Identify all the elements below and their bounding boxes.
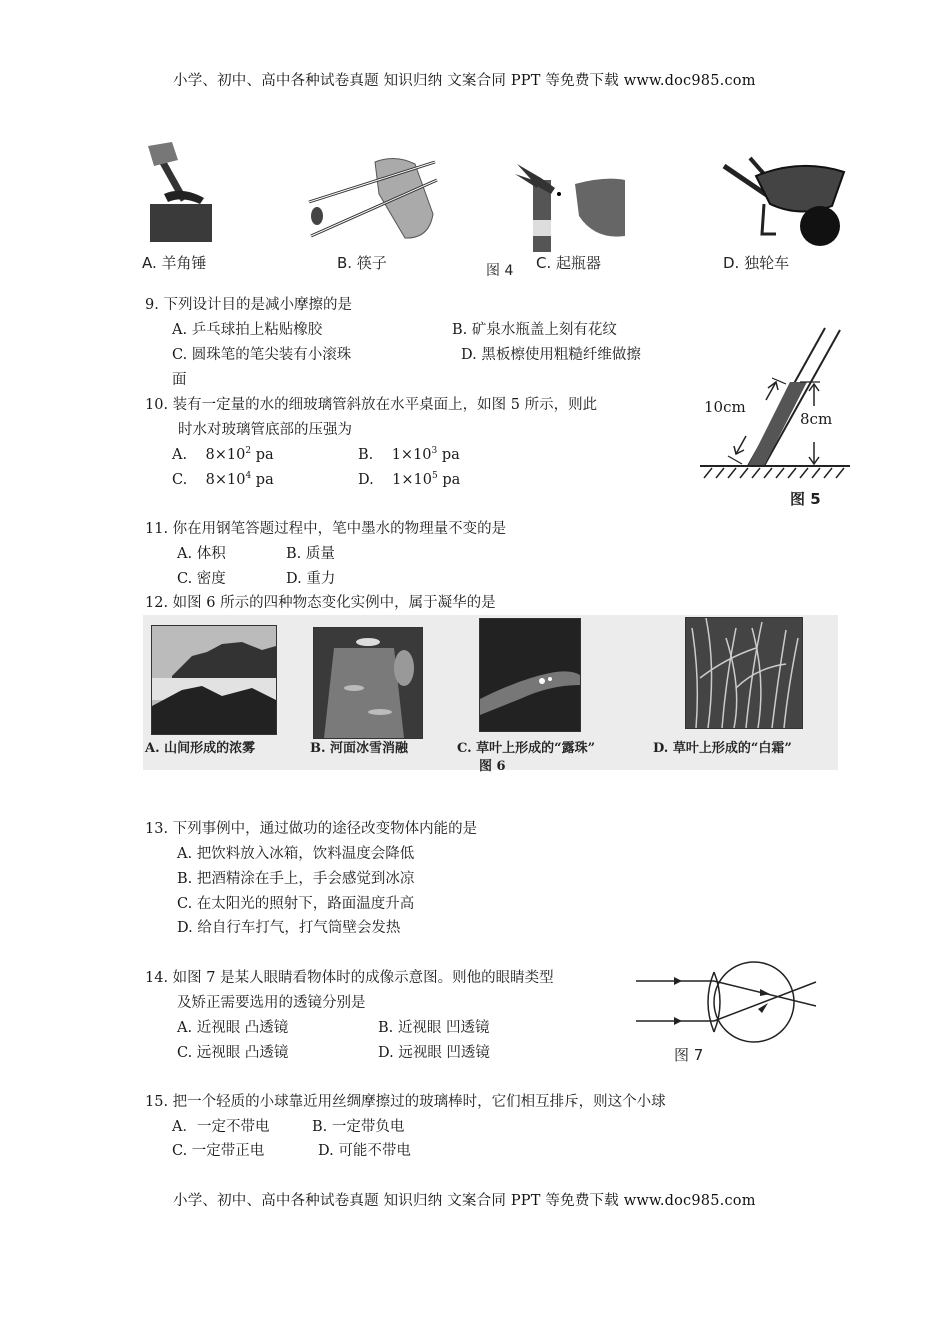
fig4-label-c: C. 起瓶器 xyxy=(536,254,602,272)
q15-option-d[interactable]: D. 可能不带电 xyxy=(318,1143,411,1159)
fig5-caption: 图 5 xyxy=(790,490,821,508)
bottle-opener-icon xyxy=(515,160,630,252)
eye-ray-diagram-icon xyxy=(630,960,830,1045)
q10-option-a[interactable] xyxy=(172,443,274,467)
dew-on-grass-photo-icon xyxy=(479,618,581,732)
q13-option-b[interactable]: B. 把酒精涂在手上，手会感觉到冰凉 xyxy=(177,871,415,887)
fig6-label-a: A. 山间形成的浓雾 xyxy=(145,741,256,756)
q10-option-b-unit: pa xyxy=(437,447,460,463)
wheelbarrow-icon xyxy=(720,154,850,250)
q9-option-d-continued: 面 xyxy=(172,372,187,388)
q10-option-c-base: 8×10 xyxy=(205,472,246,488)
q10-option-a-label: A. xyxy=(172,447,188,463)
q10-option-c[interactable] xyxy=(172,468,274,492)
fig5-height-label: 8cm xyxy=(800,410,833,428)
q9-option-d[interactable]: D. 黑板檫使用粗糙纤维做擦 xyxy=(461,347,641,363)
q10-option-b-base: 1×10 xyxy=(391,447,432,463)
fig4-label-d: D. 独轮车 xyxy=(723,254,790,272)
q10-option-d-exp: 5 xyxy=(431,471,438,481)
q10-option-c-unit: pa xyxy=(251,472,274,488)
q14-option-b[interactable]: B. 近视眼 凹透镜 xyxy=(378,1020,490,1036)
q13-option-a[interactable]: A. 把饮料放入冰箱，饮料温度会降低 xyxy=(177,846,415,862)
q9-option-a[interactable]: A. 乒乓球拍上粘贴橡胶 xyxy=(172,322,323,338)
fig6-label-c: C. 草叶上形成的“露珠” xyxy=(457,741,596,756)
figure-4 xyxy=(140,140,850,280)
q11-option-d[interactable]: D. 重力 xyxy=(286,571,336,587)
claw-hammer-icon xyxy=(142,142,237,247)
q10-option-a-base: 8×10 xyxy=(205,447,246,463)
q10-option-a-unit: pa xyxy=(251,447,274,463)
q13-option-c[interactable]: C. 在太阳光的照射下，路面温度升高 xyxy=(177,896,415,912)
figure-6 xyxy=(143,615,838,774)
q13-option-d[interactable]: D. 给自行车打气，打气筒壁会发热 xyxy=(177,920,401,936)
q10-option-a-exp: 2 xyxy=(245,446,252,456)
question-14-stem-line2: 及矫正需要选用的透镜分别是 xyxy=(177,995,366,1011)
q10-option-d-base: 1×10 xyxy=(392,472,432,488)
fig4-label-b: B. 筷子 xyxy=(337,254,387,272)
q14-option-c[interactable]: C. 远视眼 凸透镜 xyxy=(177,1045,289,1061)
q11-option-b[interactable]: B. 质量 xyxy=(286,546,335,562)
q15-option-a[interactable]: A．一定不带电 xyxy=(172,1119,270,1135)
q10-option-b[interactable] xyxy=(358,443,460,467)
river-ice-melting-photo-icon xyxy=(313,627,423,739)
q14-option-a[interactable]: A. 近视眼 凸透镜 xyxy=(177,1020,289,1036)
page-header: 小学、初中、高中各种试卷真题 知识归纳 文案合同 PPT 等免费下载 www.doc985.com xyxy=(173,73,756,89)
q11-option-c[interactable]: C. 密度 xyxy=(177,571,226,587)
question-9-stem: 9. 下列设计目的是减小摩擦的是 xyxy=(145,297,352,313)
question-11-stem: 11. 你在用钢笔答题过程中，笔中墨水的物理量不变的是 xyxy=(145,521,507,537)
chopsticks-icon xyxy=(305,154,445,244)
q10-option-b-exp: 3 xyxy=(431,446,438,456)
q10-option-c-label: C. xyxy=(172,472,188,488)
mountain-fog-photo-icon xyxy=(151,625,277,735)
question-12-stem: 12. 如图 6 所示的四种物态变化实例中，属于凝华的是 xyxy=(145,595,496,611)
question-10-stem-line1: 10. 装有一定量的水的细玻璃管斜放在水平桌面上，如图 5 所示，则此 xyxy=(145,397,598,413)
q10-option-d-unit: pa xyxy=(437,472,461,488)
question-14-stem-line1: 14. 如图 7 是某人眼睛看物体时的成像示意图。则他的眼睛类型 xyxy=(145,970,554,986)
q9-option-c[interactable]: C. 圆珠笔的笔尖装有小滚珠 xyxy=(172,347,352,363)
fig4-label-a: A. 羊角锤 xyxy=(142,254,207,272)
q10-option-d[interactable] xyxy=(358,468,460,492)
question-15-stem: 15. 把一个轻质的小球靠近用丝绸摩擦过的玻璃棒时，它们相互排斥，则这个小球 xyxy=(145,1094,666,1110)
fig7-caption: 图 7 xyxy=(674,1046,704,1064)
fig6-caption: 图 6 xyxy=(479,759,506,774)
fig4-caption: 图 4 xyxy=(486,263,514,279)
question-10-stem-line2: 时水对玻璃管底部的压强为 xyxy=(178,422,352,438)
question-13-stem: 13. 下列事例中，通过做功的途径改变物体内能的是 xyxy=(145,821,478,837)
figure-5 xyxy=(690,318,850,510)
q10-option-c-exp: 4 xyxy=(245,471,252,481)
fig5-length-label: 10cm xyxy=(704,398,746,416)
fig6-label-b: B. 河面冰雪消融 xyxy=(310,741,409,756)
q10-option-d-label: D. xyxy=(358,472,374,488)
q15-option-c[interactable]: C. 一定带正电 xyxy=(172,1143,265,1159)
frost-on-grass-photo-icon xyxy=(685,617,803,729)
q10-option-b-label: B. xyxy=(358,447,374,463)
q11-option-a[interactable]: A. 体积 xyxy=(177,546,226,562)
page-footer: 小学、初中、高中各种试卷真题 知识归纳 文案合同 PPT 等免费下载 www.doc985.com xyxy=(173,1193,756,1209)
figure-7 xyxy=(630,960,830,1070)
q15-option-b[interactable]: B. 一定带负电 xyxy=(312,1119,405,1135)
fig6-label-d: D. 草叶上形成的“白霜” xyxy=(653,741,792,756)
q14-option-d[interactable]: D. 远视眼 凹透镜 xyxy=(378,1045,490,1061)
q9-option-b[interactable]: B. 矿泉水瓶盖上刻有花纹 xyxy=(452,322,617,338)
